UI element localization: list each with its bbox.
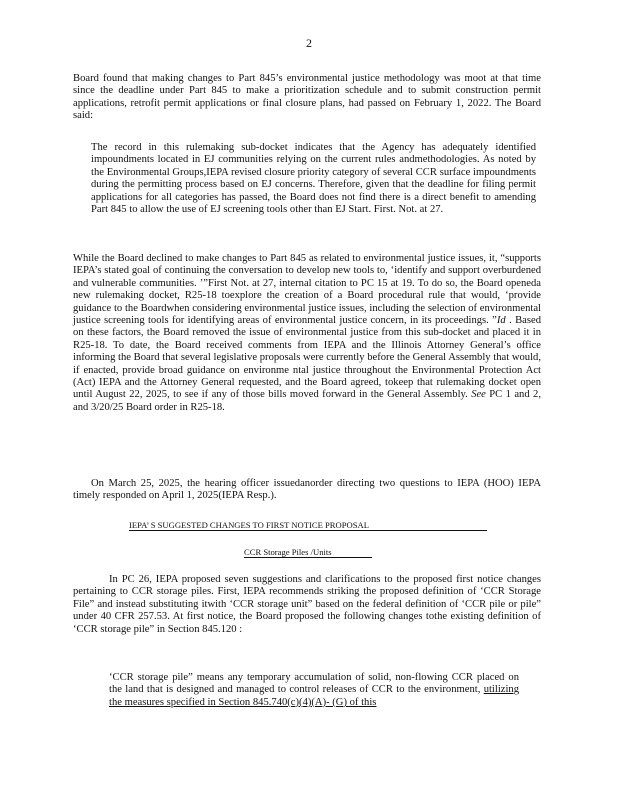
citation-id: Id [496,315,506,327]
quote-2-text: ‘CCR storage pile” means any temporary accumulation of solid, non-flowing CCR placed on the land that is designed and managed to control releases of CCR to the environment, [109,672,519,696]
body-paragraph-4: In PC 26, IEPA proposed seven suggestions and clarifications to the proposed first notice changes pertaining to CCR storage piles. First, IEPA recommends striking the proposed definition of ‘CCR Storage File” and instead substituting itwith ‘CCR storage unit” based on the federal definition of ‘CCR pile or pile” under 40 CFR 257.53. At first notice, the Board proposed the following changes tothe existing definition of ‘CCR storage pile” in Section 845.120 : [73,574,541,635]
body-paragraph-3: On March 25, 2025, the hearing officer issuedanorder directing two questions to IEPA (HOO) IEPA timely responded on April 1, 2025(IEPA Resp.). [73,478,541,502]
paragraph-2-text-b: . Based on these factors, the Board removed the issue of environmental justice from this sub-docket and placed it in R25-18. To date, the Board received comments from IEPA and the Illinois Attorney General’s office informing the Board that several legislative proposals were currently before the General Assembly that would, if enacted, provide broad guidance on environme ntal justice throughout the Environmental Protection Act (Act) IEPA and the Attorney General requested, and the Board agreed, tokeep that rulemaking docket open until August 22, 2025, to see if any of those bills moved forward in the General Assembly. [73,315,541,401]
subsection-heading-underline [244,557,372,558]
section-heading-underline [129,530,487,531]
quote-2-inserted-text: utilizing the measures specified in Section 845.740(c)(4)(A)- (G) of this [109,684,519,708]
paragraph-2-text-c: PC 1 and 2, and 3/20/25 Board order in R25-18. [73,389,542,413]
block-quote-2 [109,672,519,709]
paragraph-2-text-a: While the Board declined to make changes to Part 845 as related to environmental justice issues, it, “supports IEPA’s stated goal of continuing the conversation to develop new tools to, ‘identify and support overburdened and vulnerable communities. ’”First Not. at 27, internal citation to PC 15 at 19. To do so, the Board openeda new rulemaking docket, R25-18 toexplore the creation of a Board procedural rule that would, ‘provide guidance to the Boardwhen considering environmental justice issues, including the selection of environmental justice screening tools for identifying areas of environmental justice concern, in its proceedings. ” [73,253,541,327]
block-quote-1: The record in this rulemaking sub-docket indicates that the Agency has adequately identified impoundments located in EJ communities relying on the current rules andmethodologies. As noted by the Environmental Groups,IEPA revised closure priority category of several CCR surface impoundments during the permitting process based on EJ concerns. Therefore, given that the deadline for filing permit applications for all categories has passed, the Board does not find there is a direct benefit to amending Part 845 to allow the use of EJ screening tools other than EJ Start. First. Not. at 27. [91,142,536,216]
body-paragraph-1: Board found that making changes to Part 845’s environmental justice methodology was moot at that time since the deadline under Part 845 to make a prioritization schedule and to submit construction permit applications, retrofit permit applications or final closure plans, had passed on February 1, 2022. The Board said: [73,73,541,122]
page-number: 2 [306,36,312,50]
body-paragraph-2 [73,253,541,414]
subsection-heading: CCR Storage Piles /Units [244,547,332,557]
citation-see: See [471,389,486,401]
section-heading: IEPA’ S SUGGESTED CHANGES TO FIRST NOTICE PROPOSAL [129,520,369,530]
